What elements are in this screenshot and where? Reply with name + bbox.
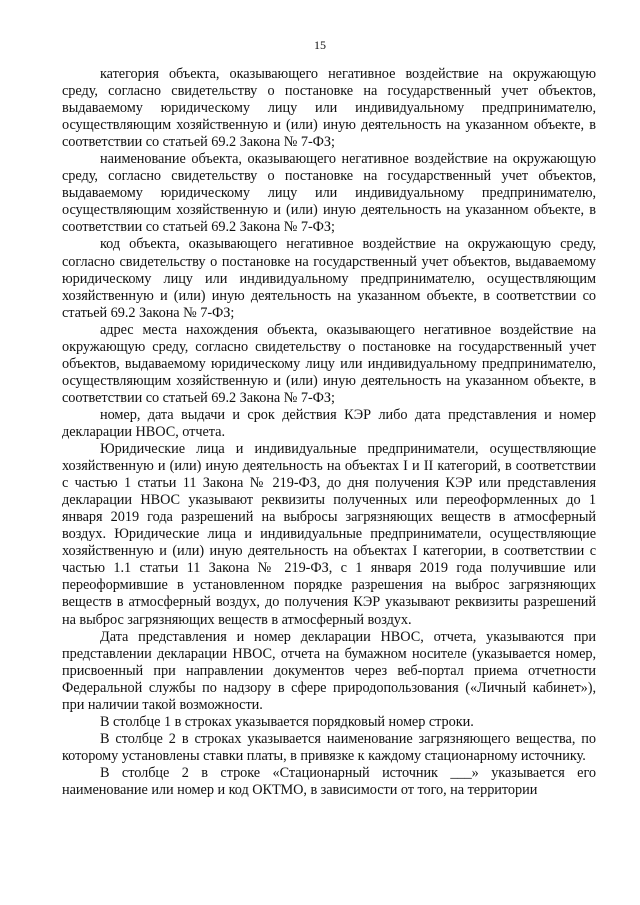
paragraph-column-2-source: В столбце 2 в строке «Стационарный источник ___» указывается его наименование или номер и код ОКТМО, в зависимости от того, на территории (62, 764, 596, 798)
paragraph-object-address: адрес места нахождения объекта, оказывающего негативное воздействие на окружающую среду, согласно свидетельству о постановке на государственный учет объектов, выдаваемому юридическому лицу или индивидуальному предпринимателю, осуществляющим хозяйственную и (или) иную деятельность на указанном объекте, в соответствии со статьей 69.2 Закона № 7-ФЗ; (62, 321, 596, 406)
paragraph-object-name: наименование объекта, оказывающего негативное воздействие на окружающую среду, согласно свидетельству о постановке на государственный учет объектов, выдаваемому юридическому лицу или индивидуальному предпринимателю, осуществляющим хозяйственную и (или) иную деятельность на указанном объекте, в соответствии со статьей 69.2 Закона № 7-ФЗ; (62, 151, 596, 236)
paragraph-ker-number: номер, дата выдачи и срок действия КЭР либо дата представления и номер декларации НВОС, отчета. (62, 406, 596, 440)
paragraph-column-2-rows: В столбце 2 в строках указывается наименование загрязняющего вещества, по которому установлены ставки платы, в привязке к каждому стационарному источнику. (62, 730, 596, 764)
page-number: 15 (314, 38, 326, 52)
paragraph-column-1: В столбце 1 в строках указывается порядковый номер строки. (100, 713, 474, 730)
paragraph-object-category: категория объекта, оказывающего негативное воздействие на окружающую среду, согласно свидетельству о постановке на государственный учет объектов, выдаваемому юридическому лицу или индивидуальному предпринимателю, осуществляющим хозяйственную и (или) иную деятельность на указанном объекте, в соответствии со статьей 69.2 Закона № 7-ФЗ; (62, 66, 596, 151)
paragraph-declaration-date: Дата представления и номер декларации НВОС, отчета, указываются при представлении декларации НВОС, отчета на бумажном носителе (указывается номер, присвоенный при направлении документов через веб-портал приема отчетности Федеральной службы по надзору в сфере природопользования («Личный кабинет»), при наличии такой возможности. (62, 628, 596, 713)
paragraph-legal-entities: Юридические лица и индивидуальные предприниматели, осуществляющие хозяйственную и (или) иную деятельность на объектах I и II категорий, в соответствии с частью 1 статьи 11 Закона № 219-ФЗ, до дня получения КЭР или представления декларации НВОС указывают реквизиты полученных или переоформленных до 1 января 2019 года разрешений на выбросы загрязняющих веществ в атмосферный воздух. Юридические лица и индивидуальные предприниматели, осуществляющие хозяйственную и (или) иную деятельность на объектах I категории, в соответствии с частью 1.1 статьи 11 Закона № 219-ФЗ, с 1 января 2019 года получившие или переоформившие в установленном порядке разрешения на выброс загрязняющих веществ в атмосферный воздух, до получения КЭР указывают реквизиты разрешений на выброс загрязняющих веществ в атмосферный воздух. (62, 441, 596, 628)
paragraph-object-code: код объекта, оказывающего негативное воздействие на окружающую среду, согласно свидетельству о постановке на государственный учет объектов, выдаваемому юридическому лицу или индивидуальному предпринимателю, осуществляющим хозяйственную и (или) иную деятельность на указанном объекте, в соответствии со статьей 69.2 Закона № 7-ФЗ; (62, 236, 596, 321)
document-body (62, 66, 596, 799)
